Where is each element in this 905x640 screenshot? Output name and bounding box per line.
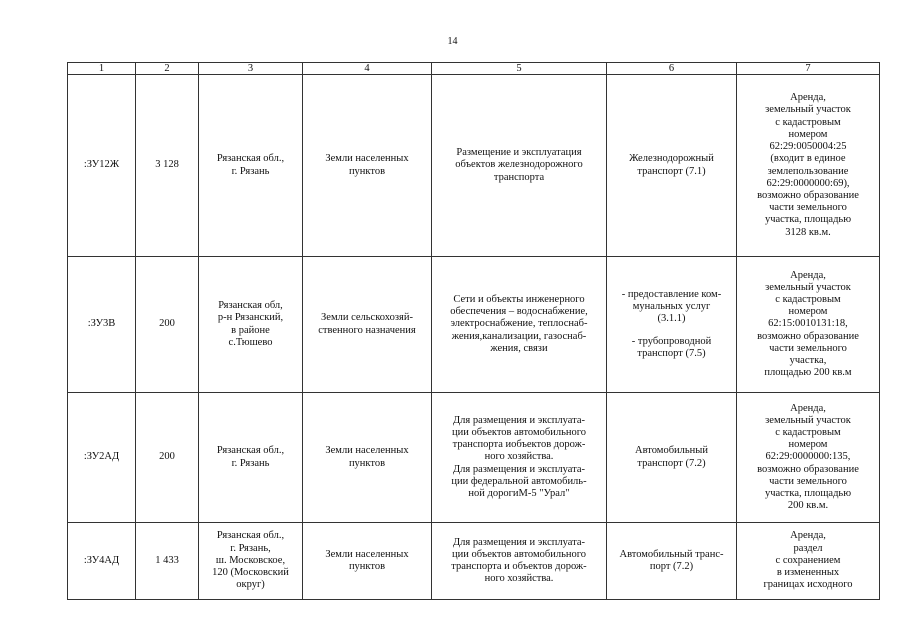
plot-id-cell: :ЗУ4АД — [68, 523, 136, 600]
text-line: части земельного — [769, 475, 847, 487]
text-line: Аренда, — [790, 92, 826, 104]
text-line: земельный участок — [765, 104, 851, 116]
text-line: в измененных — [776, 567, 840, 579]
text-line: г. Рязань, — [230, 542, 271, 554]
text-line: - предоставление ком- — [621, 288, 722, 300]
plot-area-cell: 200 — [136, 257, 199, 393]
text-line: Земли сельскохозяй- — [321, 312, 413, 324]
text-line: р-н Рязанский, — [217, 312, 284, 324]
column-header: 5 — [432, 63, 607, 75]
text-line: номером — [788, 439, 828, 451]
table-row — [68, 75, 880, 257]
text-line: номером — [788, 128, 828, 140]
text-line: возможно образование — [757, 463, 859, 475]
text-line: Автомобильный — [635, 445, 708, 457]
text-line: обеспечения – водоснабжение, — [450, 306, 588, 318]
text-line: участка, площадью — [764, 214, 852, 226]
text-line: раздел — [793, 542, 823, 554]
permitted-use-cell — [432, 75, 607, 257]
text-line: (входит в единое — [770, 153, 846, 165]
text-line: округ) — [236, 579, 265, 591]
text-line: 120 (Московский — [212, 567, 289, 579]
text-line: Аренда, — [790, 530, 826, 542]
text-line: Автомобильный транс- — [619, 548, 724, 560]
column-header: 4 — [303, 63, 432, 75]
text-line: 62:29:0000000:69), — [766, 177, 850, 189]
plot-location-cell — [199, 523, 303, 600]
text-line: ственного назначения — [318, 324, 416, 336]
plot-id-cell: :ЗУ3В — [68, 257, 136, 393]
text-line: 3128 кв.м. — [785, 226, 831, 238]
text-line: ного хозяйства. — [484, 451, 554, 463]
table-row — [68, 393, 880, 523]
table-row — [68, 257, 880, 393]
text-line: номером — [788, 306, 828, 318]
text-line: г. Рязань — [231, 165, 270, 177]
text-line: (3.1.1) — [657, 313, 686, 325]
column-header: 6 — [607, 63, 737, 75]
text-line: Размещение и эксплуатация — [456, 147, 582, 159]
text-line: Сети и объекты инженерного — [453, 293, 585, 305]
land-plots-table — [67, 62, 880, 600]
use-code-cell — [607, 257, 737, 393]
plot-location-cell — [199, 257, 303, 393]
text-line: 62:29:0050004:25 — [769, 141, 847, 153]
permitted-use-cell — [432, 523, 607, 600]
text-line: части земельного — [769, 202, 847, 214]
text-line: объектов железнодорожного — [455, 159, 583, 171]
text-line: Рязанская обл., — [216, 530, 285, 542]
note-cell — [737, 393, 880, 523]
text-line: Рязанская обл., — [216, 153, 285, 165]
column-header: 3 — [199, 63, 303, 75]
column-header: 2 — [136, 63, 199, 75]
use-item — [609, 336, 734, 360]
table-row — [68, 523, 880, 600]
text-line: - трубопроводной — [631, 335, 712, 347]
text-line: Аренда, — [790, 402, 826, 414]
text-line: пунктов — [348, 165, 386, 177]
text-line: 62:29:0000000:135, — [765, 451, 851, 463]
text-line: участка, площадью — [764, 488, 852, 499]
text-line: Для размещения и эксплуата- — [453, 463, 585, 475]
plot-location-cell — [199, 393, 303, 523]
column-number-row — [68, 63, 880, 75]
column-header: 1 — [68, 63, 136, 75]
text-line: Рязанская обл, — [218, 300, 283, 312]
text-line: границах исходного — [763, 579, 853, 591]
land-category-cell — [303, 393, 432, 523]
text-line: возможно образование — [757, 189, 859, 201]
text-line: Земли населенных — [325, 548, 409, 560]
text-line: в районе — [231, 324, 270, 336]
text-line: с кадастровым — [775, 426, 841, 438]
text-line: Для размещения и эксплуата- — [453, 414, 585, 426]
text-line: земельный участок — [765, 281, 851, 293]
text-line: ного хозяйства. — [484, 573, 554, 585]
plot-location-cell — [199, 75, 303, 257]
text-line: участка, — [789, 355, 827, 366]
text-line: земельный участок — [765, 414, 851, 426]
text-line: 62:15:0010131:18, — [768, 318, 848, 330]
text-line: жения,канализации, газоснаб- — [451, 330, 587, 342]
use-code-cell — [607, 393, 737, 523]
use-code-cell — [607, 523, 737, 600]
text-line: мунальных услуг — [632, 301, 711, 313]
text-line: площадью 200 кв.м — [764, 367, 852, 379]
plot-area-cell: 3 128 — [136, 75, 199, 257]
text-line: Железнодорожный — [629, 153, 714, 165]
text-line: Для размещения и эксплуата- — [453, 536, 585, 548]
text-line: транспорта и объектов дорож- — [451, 561, 587, 572]
text-line: транспорта — [493, 171, 545, 183]
text-line: Рязанская обл., — [216, 445, 285, 457]
text-line: ной дорогиМ-5 "Урал" — [468, 488, 570, 499]
text-line: порт (7.2) — [649, 561, 694, 572]
text-line: Земли населенных — [325, 445, 409, 457]
note-cell — [737, 257, 880, 393]
text-line: ции объектов автомобильного — [451, 426, 587, 438]
column-header: 7 — [737, 63, 880, 75]
text-line: ции объектов автомобильного — [451, 548, 587, 560]
use-item — [609, 289, 734, 326]
plot-id-cell: :ЗУ2АД — [68, 393, 136, 523]
text-line: 200 кв.м. — [787, 500, 829, 512]
text-line: г. Рязань — [231, 457, 270, 469]
permitted-use-cell — [432, 257, 607, 393]
permitted-use-cell — [432, 393, 607, 523]
text-line: с сохранением — [775, 554, 841, 566]
text-line: транспорта иобъектов дорож- — [452, 439, 586, 451]
text-line: ш. Московское, — [215, 554, 286, 566]
text-line: пунктов — [348, 457, 386, 469]
text-line: транспорт (7.2) — [637, 457, 706, 469]
text-line: части земельного — [769, 342, 847, 354]
text-line: электроснабжение, теплоснаб- — [450, 318, 588, 330]
text-line: возможно образование — [757, 330, 859, 342]
text-line: Земли населенных — [325, 153, 409, 165]
plot-area-cell: 1 433 — [136, 523, 199, 600]
text-line: с.Тюшево — [228, 336, 273, 348]
text-line: землепользование — [767, 165, 849, 177]
land-category-cell — [303, 257, 432, 393]
text-line: с кадастровым — [775, 116, 841, 128]
land-category-cell — [303, 523, 432, 600]
text-line: пунктов — [348, 561, 386, 572]
text-line: жения, связи — [490, 342, 548, 354]
text-line: с кадастровым — [775, 293, 841, 305]
plot-area-cell: 200 — [136, 393, 199, 523]
text-line: транспорт (7.5) — [637, 347, 706, 359]
text-line: ции федеральной автомобиль- — [451, 475, 587, 487]
use-code-cell — [607, 75, 737, 257]
note-cell — [737, 523, 880, 600]
page-number: 14 — [447, 36, 458, 47]
text-line: транспорт (7.1) — [637, 165, 706, 177]
land-category-cell — [303, 75, 432, 257]
plot-id-cell: :ЗУ12Ж — [68, 75, 136, 257]
note-cell — [737, 75, 880, 257]
text-line: Аренда, — [790, 269, 826, 281]
